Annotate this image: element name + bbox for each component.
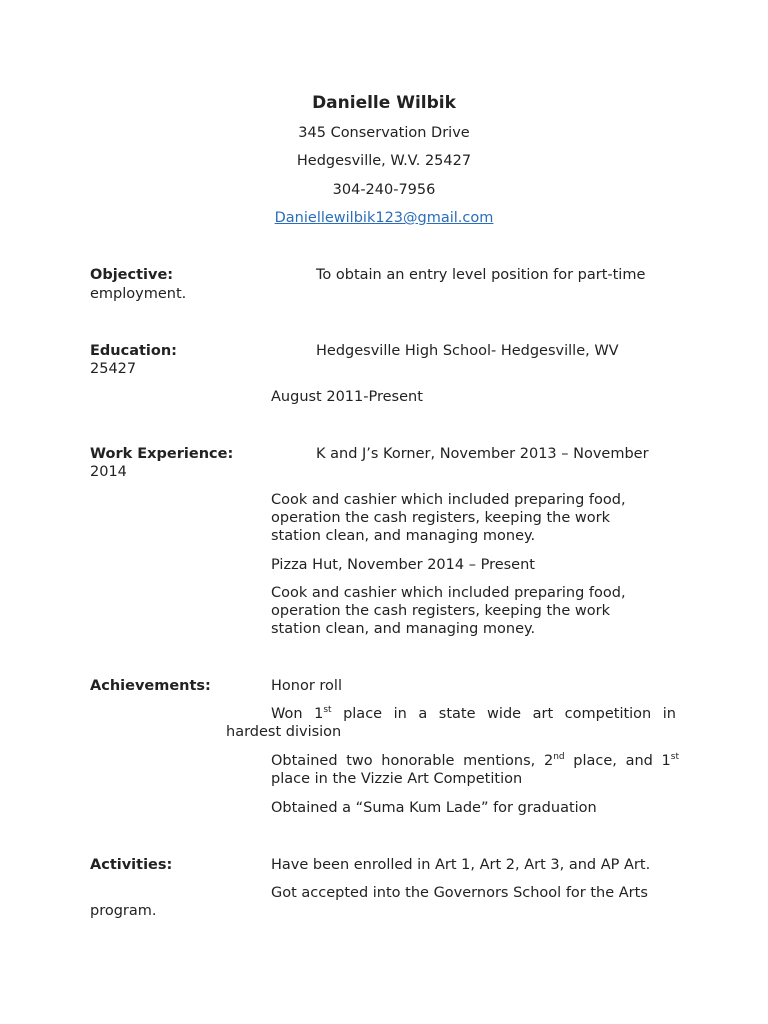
achievement-mentions-line-2: place in the Vizzie Art Competition bbox=[271, 771, 523, 787]
objective-text-line-2: employment. bbox=[90, 286, 187, 302]
achievement-graduation: Obtained a “Suma Kum Lade” for graduation bbox=[271, 800, 597, 816]
achievement-3-text-a: Obtained two honorable mentions, 2 bbox=[271, 753, 554, 769]
objective-label: Objective: bbox=[90, 267, 174, 283]
education-school-line-1: Hedgesville High School- Hedgesville, WV bbox=[316, 343, 619, 359]
achievement-art-competition-line-1 bbox=[271, 705, 676, 723]
job-1-desc-line-3: station clean, and managing money. bbox=[271, 528, 536, 544]
address-line-1: 345 Conservation Drive bbox=[298, 125, 470, 141]
address-line-2: Hedgesville, W.V. 25427 bbox=[296, 153, 472, 169]
achievement-honor-roll: Honor roll bbox=[271, 678, 342, 694]
job-1-title-line-1: K and J’s Korner, November 2013 – November bbox=[316, 446, 649, 462]
email-link[interactable]: Daniellewilbik123@gmail.com bbox=[274, 210, 494, 226]
job-2-title: Pizza Hut, November 2014 – Present bbox=[271, 557, 535, 573]
job-1-title-line-2: 2014 bbox=[90, 464, 127, 480]
achievement-art-competition-line-2: hardest division bbox=[226, 724, 342, 740]
achievement-2-text-b: place in a state wide art competition in bbox=[343, 706, 676, 722]
achievement-3-sup-2: st bbox=[670, 752, 679, 762]
achievement-mentions-line-1 bbox=[271, 752, 679, 770]
achievement-2-sup: st bbox=[323, 705, 332, 715]
job-1-desc-line-1: Cook and cashier which included preparing food, bbox=[271, 492, 626, 508]
objective-text-line-1: To obtain an entry level position for part-time bbox=[316, 267, 646, 283]
email-row bbox=[0, 209, 768, 227]
achievement-2-text-a: Won 1 bbox=[271, 706, 324, 722]
job-2-desc-line-3: station clean, and managing money. bbox=[271, 621, 536, 637]
work-experience-label: Work Experience: bbox=[90, 446, 234, 462]
activity-governors-school-line-1: Got accepted into the Governors School for the Arts bbox=[271, 885, 648, 901]
education-dates: August 2011-Present bbox=[271, 389, 423, 405]
activity-art-classes: Have been enrolled in Art 1, Art 2, Art 3, and AP Art. bbox=[271, 857, 651, 873]
achievement-3-sup-1: nd bbox=[553, 752, 565, 762]
education-label: Education: bbox=[90, 343, 177, 359]
phone-number: 304-240-7956 bbox=[332, 182, 436, 198]
achievement-3-text-b: place, and 1 bbox=[573, 753, 671, 769]
activities-label: Activities: bbox=[90, 857, 173, 873]
achievements-label: Achievements: bbox=[90, 678, 211, 694]
activity-governors-school-line-2: program. bbox=[90, 903, 157, 919]
job-2-desc-line-2: operation the cash registers, keeping the work bbox=[271, 603, 610, 619]
job-1-desc-line-2: operation the cash registers, keeping the work bbox=[271, 510, 610, 526]
job-2-desc-line-1: Cook and cashier which included preparing food, bbox=[271, 585, 626, 601]
education-school-line-2: 25427 bbox=[90, 361, 137, 377]
applicant-name: Danielle Wilbik bbox=[312, 93, 456, 113]
